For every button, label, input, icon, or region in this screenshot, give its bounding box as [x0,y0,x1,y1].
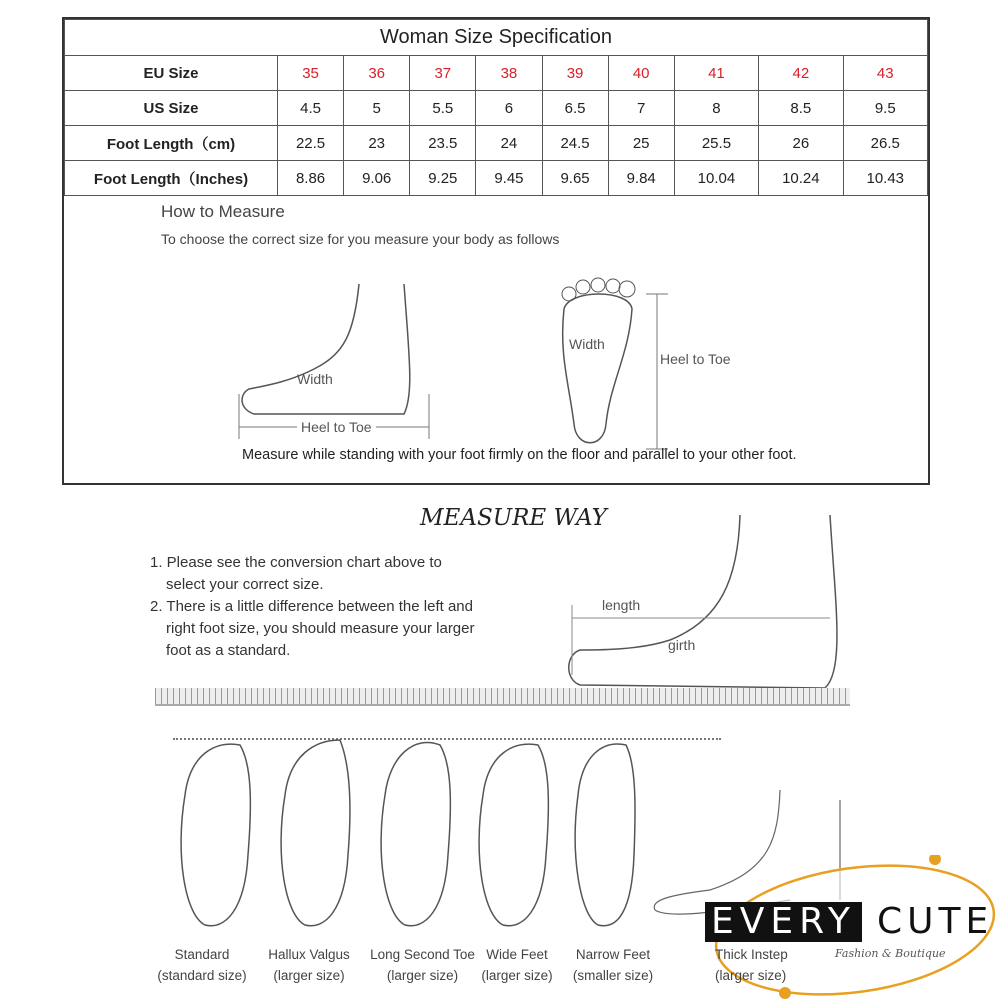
foot-type-narrow-feet [558,944,668,986]
measure-steps [150,552,490,662]
table-title: Woman Size Specification [65,20,928,56]
cell: 22.5 [278,126,344,161]
cell: 10.24 [759,161,843,196]
cell: 39 [542,56,608,91]
cell: 26 [759,126,843,161]
logo-text-every: EVERY [705,902,862,942]
cell: 25.5 [674,126,758,161]
foot-types-illustration [170,735,650,930]
side-heel-label: Heel to Toe [297,419,376,435]
measure-way-title: MEASURE WAY [420,505,607,531]
cell: 23.5 [410,126,476,161]
foot-type-size: (larger size) [481,968,553,983]
foot-type-standard [147,944,257,986]
cell: 43 [843,56,927,91]
foot-type-size: (larger size) [273,968,345,983]
cell: 42 [759,56,843,91]
table-row-eu [65,56,928,91]
step-1: 1. Please see the conversion chart above to select your correct size. [150,554,442,593]
row-label: Foot Length（cm) [65,126,278,161]
cell: 9.06 [344,161,410,196]
foot-type-size: (larger size) [715,968,787,983]
cell: 40 [608,56,674,91]
top-width-label: Width [569,336,605,352]
side-foot-illustration [234,274,444,439]
cell: 37 [410,56,476,91]
top-heel-label: Heel to Toe [660,351,731,367]
how-to-measure-title: How to Measure [161,202,285,221]
cell: 41 [674,56,758,91]
row-label: EU Size [65,56,278,91]
size-spec-table [62,17,930,485]
cell: 9.25 [410,161,476,196]
cell: 38 [476,56,542,91]
logo-text-cute: CUTE [877,901,994,942]
foot-type-size: (standard size) [157,968,247,983]
cell: 36 [344,56,410,91]
cell: 5.5 [410,91,476,126]
cell: 8.86 [278,161,344,196]
cell: 25 [608,126,674,161]
table-row-us [65,91,928,126]
foot-type-size: (smaller size) [572,968,654,983]
table-row-cm [65,126,928,161]
measure-note: Measure while standing with your foot firmly on the floor and parallel to your other foot. [242,447,797,463]
foot-type-name: Narrow Feet [575,947,651,962]
foot-type-wide-feet [462,944,572,986]
cell: 9.5 [843,91,927,126]
foot-type-name: Long Second Toe [370,947,475,962]
cell: 6 [476,91,542,126]
cell: 24 [476,126,542,161]
cell: 24.5 [542,126,608,161]
cell: 8.5 [759,91,843,126]
foot-type-hallux-valgus [254,944,364,986]
foot-type-name: Standard [174,947,230,962]
length-label: length [602,597,641,613]
cell: 26.5 [843,126,927,161]
table-row-inches [65,161,928,196]
cell: 9.84 [608,161,674,196]
logo-tagline: Fashion & Boutique [835,947,946,960]
cell: 10.04 [674,161,758,196]
girth-label: girth [668,637,696,653]
side-width-label: Width [297,371,333,387]
top-foot-illustration [554,274,674,454]
cell: 4.5 [278,91,344,126]
cell: 6.5 [542,91,608,126]
foot-type-size: (larger size) [386,968,459,983]
cell: 5 [344,91,410,126]
cell: 9.45 [476,161,542,196]
foot-type-name: Thick Instep [715,947,788,962]
how-to-measure-subtitle: To choose the correct size for you measure your body as follows [161,231,560,247]
row-label: Foot Length（Inches) [65,161,278,196]
row-label: US Size [65,91,278,126]
cell: 9.65 [542,161,608,196]
cell: 7 [608,91,674,126]
ruler [155,688,850,706]
cell: 35 [278,56,344,91]
cell: 8 [674,91,758,126]
foot-type-name: Hallux Valgus [268,947,350,962]
cell: 23 [344,126,410,161]
cell: 10.43 [843,161,927,196]
foot-type-thick-instep [715,944,825,986]
step-2: 2. There is a little difference between the left and right foot size, you should measure your larger foot as a standard. [150,598,475,659]
foot-type-name: Wide Feet [486,947,548,962]
